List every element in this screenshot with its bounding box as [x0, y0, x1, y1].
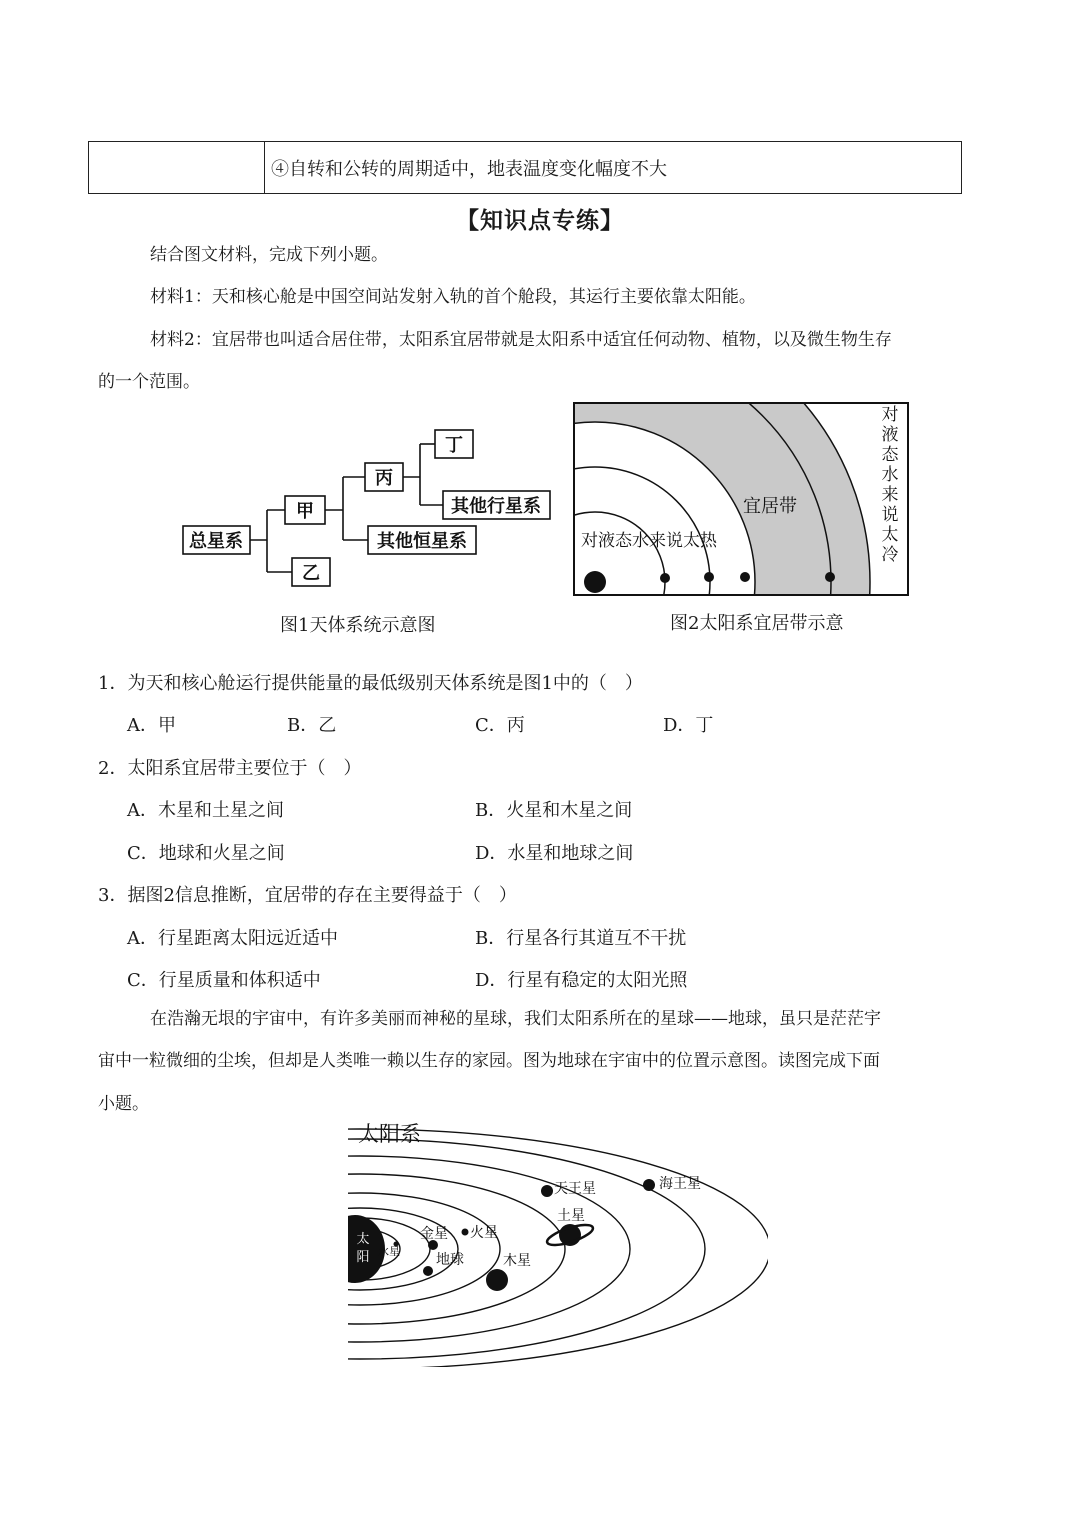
planet-venus: 金星	[420, 1226, 448, 1242]
q1-option-d: D．丁	[663, 715, 714, 736]
node-jia: 甲	[296, 501, 314, 522]
material-1: 材料1：天和核心舱是中国空间站发射入轨的首个舱段，其运行主要依靠太阳能。	[150, 287, 756, 307]
q1-option-b: B．乙	[287, 715, 337, 736]
figure1-caption: 图1天体系统示意图	[280, 615, 436, 636]
figure1-tree-diagram	[175, 420, 565, 595]
criteria-table	[88, 141, 962, 194]
label-too-hot: 对液态水来说太热	[581, 531, 717, 551]
q3-option-b: B．行星各行其道互不干扰	[475, 928, 687, 949]
q3-option-d: D．行星有稳定的太阳光照	[475, 970, 688, 991]
figure2-caption: 图2太阳系宜居带示意	[670, 613, 844, 634]
planet-mars: 火星	[470, 1225, 498, 1241]
passage-line3: 小题。	[98, 1094, 149, 1114]
node-ding: 丁	[445, 435, 463, 456]
section-heading: 【知识点专练】	[456, 207, 624, 234]
table-cell-text: ④自转和公转的周期适中，地表温度变化幅度不大	[271, 159, 667, 180]
planet-jupiter: 木星	[503, 1253, 531, 1269]
passage-line1: 在浩瀚无垠的宇宙中，有许多美丽而神秘的星球，我们太阳系所在的星球——地球，虽只是茫茫宇	[150, 1009, 881, 1029]
planet-neptune: 海王星	[659, 1176, 701, 1192]
question-2-stem: 2．太阳系宜居带主要位于（ ）	[98, 758, 362, 779]
sun-char-1: 太	[356, 1232, 370, 1247]
label-too-cold: 对液态水来说太冷	[881, 405, 899, 565]
planet-uranus: 天王星	[554, 1181, 596, 1197]
material-2-line2: 的一个范围。	[98, 372, 200, 392]
q2-option-c: C．地球和火星之间	[127, 843, 285, 864]
planet-earth: 地球	[436, 1252, 464, 1268]
question-3-stem: 3．据图2信息推断，宜居带的存在主要得益于（ ）	[98, 885, 517, 906]
table-divider	[264, 142, 265, 193]
figure3-solar-system	[340, 1115, 770, 1367]
planet-mercury: 水星	[378, 1245, 400, 1258]
sun-char-2: 阳	[356, 1250, 370, 1265]
q2-option-d: D．水星和地球之间	[475, 843, 634, 864]
node-yi: 乙	[302, 563, 320, 584]
q2-option-b: B．火星和木星之间	[475, 800, 633, 821]
intro-lead: 结合图文材料，完成下列小题。	[150, 245, 388, 265]
node-bing: 丙	[375, 468, 393, 489]
q3-option-c: C．行星质量和体积适中	[127, 970, 321, 991]
passage-line2: 宙中一粒微细的尘埃，但却是人类唯一赖以生存的家园。图为地球在宇宙中的位置示意图。读图完成下面	[98, 1051, 880, 1071]
node-other-stellar: 其他恒星系	[377, 531, 467, 552]
q3-option-a: A．行星距离太阳远近适中	[127, 928, 338, 949]
q1-option-c: C．丙	[475, 715, 525, 736]
planet-saturn: 土星	[557, 1208, 585, 1224]
q1-option-a: A．甲	[127, 715, 176, 736]
q2-option-a: A．木星和土星之间	[127, 800, 284, 821]
figure2-habitable-zone	[573, 402, 909, 596]
node-total: 总星系	[189, 531, 243, 552]
material-2-line1: 材料2：宜居带也叫适合居住带，太阳系宜居带就是太阳系中适宜任何动物、植物，以及微生物生存	[150, 330, 892, 350]
node-other-planetary: 其他行星系	[451, 496, 541, 517]
label-habitable-zone: 宜居带	[743, 496, 797, 517]
figure3-title: 太阳系	[358, 1122, 421, 1146]
question-1-stem: 1．为天和核心舱运行提供能量的最低级别天体系统是图1中的（ ）	[98, 673, 643, 694]
